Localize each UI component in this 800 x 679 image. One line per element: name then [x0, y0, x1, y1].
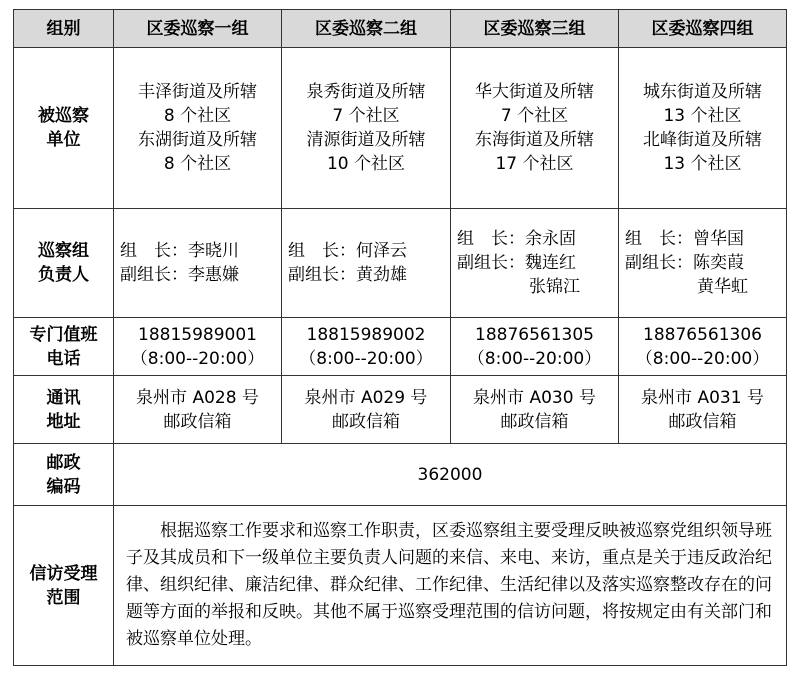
address-line: 泉州市 A029 号 — [304, 387, 428, 408]
address-line: 泉州市 A030 号 — [473, 387, 596, 408]
postcode-row — [14, 444, 787, 506]
postcode-label-line: 编码 — [46, 476, 81, 497]
phone-group-1 — [114, 318, 282, 376]
units-group-3 — [451, 48, 619, 209]
scope-row — [14, 506, 787, 666]
leader-line: 组 长：何泽云 — [288, 241, 407, 261]
units-label — [14, 48, 114, 209]
phone-number: 18876561305 — [475, 324, 594, 345]
units-line: 8 个社区 — [163, 106, 232, 126]
phone-label-line: 电话 — [46, 348, 81, 369]
phone-number: 18815989001 — [138, 324, 257, 345]
leaders-group-4 — [619, 209, 787, 318]
header-group-4: 区委巡察四组 — [619, 10, 787, 48]
address-line: 邮政信箱 — [668, 411, 737, 432]
leaders-label — [14, 209, 114, 318]
postcode-label — [14, 444, 114, 506]
address-label-line: 地址 — [46, 411, 81, 432]
phone-number: 18876561306 — [643, 324, 762, 345]
units-line: 华大街道及所辖 — [475, 82, 594, 102]
header-label: 组别 — [14, 10, 114, 48]
address-group-3 — [451, 376, 619, 444]
units-group-1 — [114, 48, 282, 209]
units-line: 东海街道及所辖 — [475, 130, 594, 150]
units-line: 13 个社区 — [663, 106, 742, 126]
units-row — [14, 48, 787, 209]
leader-line: 组 长：李晓川 — [120, 241, 239, 261]
leader-line: 组 长：余永固 — [457, 229, 576, 249]
inspection-info-table — [13, 9, 787, 666]
units-group-4 — [619, 48, 787, 209]
leader-line: 副组长：黄劲雄 — [288, 265, 407, 285]
header-row — [14, 10, 787, 48]
phone-hours: （8:00--20:00） — [299, 348, 433, 369]
leaders-group-3 — [451, 209, 619, 318]
scope-cell — [114, 506, 787, 666]
leader-line: 组 长：曾华国 — [625, 229, 744, 249]
postcode-label-line: 邮政 — [46, 452, 81, 473]
leaders-group-2 — [282, 209, 451, 318]
leader-line: 黄华虹 — [697, 277, 748, 297]
units-line: 丰泽街道及所辖 — [138, 82, 257, 102]
phone-hours: （8:00--20:00） — [130, 348, 265, 369]
leaders-row — [14, 209, 787, 318]
scope-label-line: 信访受理 — [29, 563, 98, 584]
leader-line: 副组长：陈奕葭 — [625, 253, 744, 273]
units-group-2 — [282, 48, 451, 209]
phone-group-2 — [282, 318, 451, 376]
address-line: 邮政信箱 — [332, 411, 400, 432]
address-label-line: 通讯 — [46, 387, 81, 408]
leader-line: 副组长：魏连红 — [457, 253, 576, 273]
scope-label — [14, 506, 114, 666]
address-line: 邮政信箱 — [500, 411, 569, 432]
address-group-2 — [282, 376, 451, 444]
phone-group-4 — [619, 318, 787, 376]
leader-line: 副组长：李惠嫌 — [120, 265, 239, 285]
units-line: 10 个社区 — [326, 154, 406, 174]
phone-number: 18815989002 — [306, 324, 426, 345]
scope-label-line: 范围 — [46, 587, 81, 608]
header-group-2: 区委巡察二组 — [282, 10, 451, 48]
units-line: 8 个社区 — [163, 154, 232, 174]
phone-row — [14, 318, 787, 376]
units-line: 泉秀街道及所辖 — [306, 82, 426, 102]
address-label — [14, 376, 114, 444]
units-line: 7 个社区 — [332, 106, 400, 126]
units-line: 13 个社区 — [663, 154, 742, 174]
units-line: 17 个社区 — [495, 154, 574, 174]
leader-line: 张锦江 — [529, 277, 580, 297]
units-line: 城东街道及所辖 — [643, 82, 762, 102]
units-line: 北峰街道及所辖 — [643, 130, 762, 150]
leaders-label-line: 巡察组 — [38, 241, 89, 261]
leaders-label-line: 负责人 — [38, 265, 89, 285]
address-line: 泉州市 A031 号 — [641, 387, 764, 408]
units-line: 清源街道及所辖 — [306, 130, 426, 150]
phone-group-3 — [451, 318, 619, 376]
scope-text: 根据巡察工作要求和巡察工作职责，区委巡察组主要受理反映被巡察党组织领导班子及其成员和下一级单位主要负责人问题的来信、来电、来访，重点是关于违反政治纪律、组织纪律、廉洁纪律、群众纪律、工作纪律、生活纪律以及落实巡察整改存在的问题等方面的举报和反映。其他不属于巡察受理范围的信访问题，将按规定由有关部门和被巡察单位处理。 — [126, 521, 772, 649]
phone-label-line: 专门值班 — [29, 324, 98, 345]
postcode-value: 362000 — [114, 444, 787, 506]
inspection-info-table-wrapper — [13, 9, 787, 666]
units-line: 7 个社区 — [500, 106, 569, 126]
units-label-line: 被巡察 — [38, 106, 89, 126]
units-label-line: 单位 — [46, 130, 81, 150]
address-group-4 — [619, 376, 787, 444]
leaders-group-1 — [114, 209, 282, 318]
phone-label — [14, 318, 114, 376]
header-group-3: 区委巡察三组 — [451, 10, 619, 48]
address-row — [14, 376, 787, 444]
phone-hours: （8:00--20:00） — [635, 348, 770, 369]
address-line: 泉州市 A028 号 — [136, 387, 259, 408]
phone-hours: （8:00--20:00） — [467, 348, 602, 369]
header-group-1: 区委巡察一组 — [114, 10, 282, 48]
address-line: 邮政信箱 — [163, 411, 232, 432]
units-line: 东湖街道及所辖 — [138, 130, 257, 150]
address-group-1 — [114, 376, 282, 444]
